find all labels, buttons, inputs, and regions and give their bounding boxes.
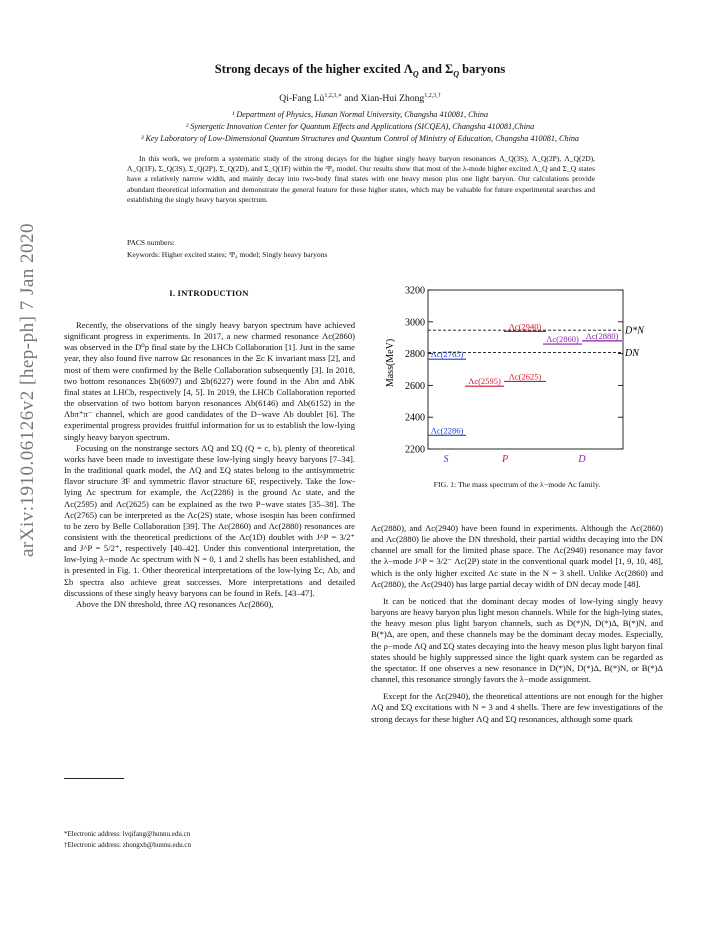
x-tick-label: D — [578, 454, 586, 465]
paragraph: Focusing on the nonstrange sectors ΛQ and ΣQ (Q = c, b), plenty of theoretical works have been made to investigate these low-lying singly heavy baryons [7–34]. In the traditional quark model, the ΛQ and ΣQ states belong to the antisymmetric flavor structure 3̄F and symmetric flavor structure 6F, respectively. Take the low-lying Λc spectrum for example, the Λc(2286) is the ground Λc state, and the Λc(2595) and Λc(2625) can be explained as the two P−wave states [35–38]. The Λc(2765) can be interpreted as the Λc(2S) state, whose isospin has been confirmed to be zero by Belle Collaboration [39]. The Λc(2860) and Λc(2880) resonances are consistent with the theoretical predictions of the Λc(1D) doublet with J^P = 3/2⁺ and J^P = 5/2⁺, respectively [40–42]. Under this conventional interpretation, the low-lying λ−mode Λc spectrum with N = 0, 1 and 2 shells has been established, and is presented in Fig. 1. Other theoretical interpretations of the low-lying Σc, Λb, and Σb spectra also achieve great successes. More interpretations and detailed discussions of these singly heavy baryons can be found in Refs. [43–47]. — [64, 442, 355, 598]
paper-title: Strong decays of the higher excited $\Lambda_Q$ and $\Sigma_Q$ baryons — [214, 62, 506, 79]
x-tick-label: S — [443, 454, 449, 465]
level-label: Λc(2765) — [430, 349, 464, 360]
y-tick-label: 3200 — [405, 285, 425, 297]
paragraph: Λc(2880), and Λc(2940) have been found in experiments. Although the Λc(2860) and Λc(2880) lie above the DN threshold, their partial widths decaying into the DN channel are small for the limited phase space. The Λc(2940) resonance may favor the λ−mode J^P = 3/2⁻ Λc(2P) state in the conventional quark model [1, 9, 10, 48], which is the only higher excited Λc state in the N = 3 shell. Unlike Λc(2860) and Λc(2880), the Λc(2940) has large partial decay width of DN decay mode [48]. — [371, 523, 663, 589]
paragraph: Except for the Λc(2940), the theoretical attentions are not enough for the higher ΛQ and ΣQ excitations with N = 3 and 4 shells. There are few investigations of the strong decays for these higher ΛQ and ΣQ resonances, although some quark — [371, 691, 663, 724]
paragraph: It can be noticed that the dominant decay modes of low-lying singly heavy baryons are heavy baryon plus light meson channels. While for the high-lying states, the heavy meson plus light baryon channels, such as D(*)N, D(*)Δ, B(*)N, and B(*)Δ, are open, and these channels may be the dominant decay modes. Especially, the ρ−mode ΛQ and ΣQ states decaying into the heavy meson plus light baryon final states should be highly suppressed since the light quark system can be regarded as the spectator. If one observes a new resonance in D(*)N, D(*)Δ, B(*)N, or B(*)Δ channel, this resonance strongly favors the λ−mode assignment. — [371, 595, 663, 685]
figure-caption: FIG. 1: The mass spectrum of the λ−mode Λc family. — [433, 480, 601, 489]
level-label: Λc(2940) — [508, 321, 542, 332]
threshold-label: DN — [625, 347, 639, 359]
y-tick-label: 2400 — [405, 412, 425, 424]
footnote: †Electronic address: zhongxh@hunnu.edu.cn — [64, 841, 191, 849]
level-label: Λc(2595) — [468, 376, 501, 387]
arxiv-stamp: arXiv:1910.06126v2 [hep-ph] 7 Jan 2020 — [17, 222, 38, 558]
y-tick-label: 2800 — [405, 349, 425, 361]
affiliation-3: ³ Key Laboratory of Low-Dimensional Quantum Structures and Quantum Control of Ministry of Education, Changsha 410081, China — [140, 134, 580, 143]
y-tick-label: 3000 — [405, 317, 425, 329]
column-right — [371, 523, 663, 725]
level-label: Λc(2625) — [508, 371, 542, 382]
y-axis-label: Mass(MeV) — [385, 338, 396, 388]
footnote: *Electronic address: lvqifang@hunnu.edu.cn — [64, 830, 191, 838]
threshold-label: D*N — [625, 325, 644, 337]
mass-spectrum-chart — [380, 283, 670, 473]
pacs-numbers: PACS numbers: — [127, 238, 175, 247]
level-label: Λc(2860) — [546, 334, 579, 345]
y-tick-label: 2200 — [405, 444, 425, 456]
paragraph: Recently, the observations of the singly heavy baryon spectrum have achieved significant progress in experiments. In 2017, a new charmed resonance Λc(2860) was observed in the D⁰p final state by the LHCb Collaboration [1]. Just in the same year, they also found five narrow Ωc resonances in the Ξc K invariant mass [2], and most of them were confirmed by the Belle Collaboration subsequently [3]. In 2018, two bottom resonances Σb(6097) and Ξb(6227) were found in the Λbπ and ΛbK final states at LHCb, respectively [4, 5]. In 2019, the LHCb Collaboration reported the observation of two bottom baryon resonances Λb(6146) and Λb(6152) in the Λbπ⁺π⁻ channel, which are good candidates of the D−wave Λb doublet [6]. The experimental progress provides fruitful information for us to establish the low-lying singly heavy baryon spectrum. — [64, 320, 355, 442]
y-tick-label: 2600 — [405, 380, 425, 392]
keywords: Keywords: Higher excited states; ³P₀ model; Singly heavy baryons — [127, 250, 328, 259]
section-heading: I. INTRODUCTION — [169, 288, 249, 298]
paragraph: Above the DN threshold, three ΛQ resonances Λc(2860), — [76, 598, 274, 609]
footnote-rule — [64, 778, 124, 779]
chart-marks — [428, 321, 645, 435]
abstract: In this work, we preform a systematic study of the strong decays for the higher singly heavy baryon resonances Λ_Q(3S), Λ_Q(2P), Λ_Q(2D), Λ_Q(1F), Σ_Q(3S), Σ_Q(2P), Σ_Q(2D), and Σ_Q(1F) within the ³P₀ model. Our results show that most of the λ-mode higher excited Λ_Q and Σ_Q states have a relatively narrow width, and mainly decay into two-body final states with one heavy meson plus one light baryon. Our calculations provide abundant theoretical information and demonstrate the general feature for these higher states, which may be valuable for future experimental searches and establishing the singly heavy baryon spectrum. — [127, 154, 595, 204]
affiliation-2: ² Synergetic Innovation Center for Quantum Effects and Applications (SICQEA), Changsha 410081,China — [185, 122, 535, 131]
authors: Qi-Fang $Lü^{1,2,3,∗}$ and Xian-Hui Zhong$^{1,2,3,\dagger}$ — [279, 93, 441, 105]
column-left — [64, 320, 355, 610]
affiliation-1: ¹ Department of Physics, Hunan Normal University, Changsha 410081, China — [231, 110, 489, 119]
level-label: Λc(2286) — [430, 425, 464, 436]
x-tick-label: P — [501, 454, 509, 465]
level-label: Λc(2880) — [585, 330, 619, 341]
